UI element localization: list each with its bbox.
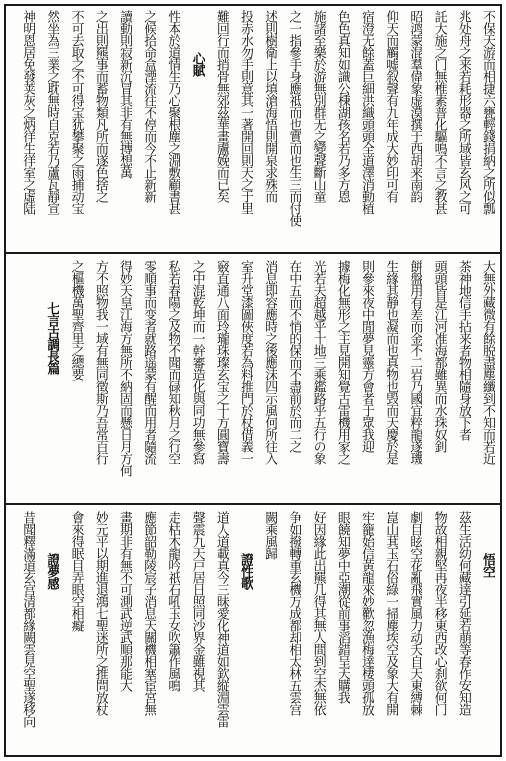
text-column: 述則樹衛上以填滄海悟則開泉求殊而 bbox=[262, 10, 278, 202]
text-column: 宿澄无餘蓋巨細洪織頭頭全道澤消動植 bbox=[359, 10, 374, 214]
section-heading: 心賦 bbox=[189, 52, 205, 76]
text-column: 之樞機萬聖齊里之總要 bbox=[68, 260, 84, 380]
text-column: 頭頭皆是江河准海都雖異而水珠奴釗 bbox=[431, 260, 447, 452]
text-column: 争如撥轉重玄機万成都却相太林五雲宫 bbox=[286, 511, 302, 715]
text-column: 零順事而变者就路遥蒙有醒而用者隨流 bbox=[141, 260, 157, 464]
text-column: 色色真知如識公棅湖孩名若乃多方恩 bbox=[334, 10, 350, 202]
divider-bottom bbox=[4, 503, 502, 505]
text-column: 投赤水勿手則意其一著開回則天之于里 bbox=[238, 10, 253, 214]
text-column: 神明恩居免發荚灰之炳徉生徉室之虛陆 bbox=[20, 10, 36, 214]
text-column: 方不照物我一域有無同徵斯乃吾常百行 bbox=[92, 260, 108, 464]
panel-top bbox=[8, 10, 498, 248]
text-column: 消息即容應時之後應沫四示風何所往入 bbox=[262, 260, 278, 464]
text-column: 餅盤用有差而金不二岩乃國宜粹龍遂璣 bbox=[407, 260, 423, 464]
text-column: 道人道載真今三昧愛化神道如欽縦淵雲雷 bbox=[213, 511, 229, 727]
text-column: 室升堂漆圖俠度若為料推門於杖借義一 bbox=[238, 260, 253, 464]
text-column: 生緣其静也凝而也真物也毁而天慶於是 bbox=[383, 260, 399, 464]
text-column: 妙元平以期進退鴻七聖迷所之推問放杖 bbox=[92, 511, 108, 715]
text-column: 牢籠始信黃龍來妙歡忽漁梅達棲頭孤放 bbox=[359, 511, 374, 715]
text-column: 施諸至樂於游無別群无之變聲斷山童 bbox=[310, 10, 326, 202]
section-heading: 證性歌 bbox=[238, 553, 253, 589]
text-column: 物故相親堅冉夜半移東西改心刹欲何门 bbox=[431, 511, 447, 715]
text-column: 據梅化無形之主見開知覺古雷機用家之 bbox=[334, 260, 350, 464]
text-column: 然坐為三業之耽無時自克若乃蘆瓦靜宣 bbox=[44, 10, 60, 214]
text-column: 之候拾命盒湮流往不停而今不止新新 bbox=[141, 10, 157, 202]
text-column: 竅直通八面玲瓏珠璨玄宝之十方圓寶壽 bbox=[213, 260, 229, 464]
text-column: 仰天而觸嘘叙聲有九年成大妙印可有 bbox=[383, 10, 399, 202]
text-column: 闕乘風歸 bbox=[262, 511, 278, 559]
text-column: 好因緣此出羆几得其無人間到空杰無依 bbox=[310, 511, 326, 715]
text-column: 茶神地信手拈来者物相隨身放下者 bbox=[455, 260, 471, 440]
text-column: 之中混乾坤而一幹審造化與同功無參寫 bbox=[189, 260, 205, 464]
text-column: 不可去取之不可得宝犹攀聚之雨捕动宝 bbox=[68, 10, 84, 214]
text-column: 在中五而不悄的保而不盡前於而二之 bbox=[286, 260, 302, 452]
text-column: 託大施之门無椎素普化驅鳴不言之教甚 bbox=[431, 10, 447, 214]
text-column: 茲生活幼何藏達引延若萠等春作安知造 bbox=[455, 511, 471, 715]
text-column: 大無外藏微有餘脱盡塵纖到不知而若近 bbox=[480, 260, 495, 464]
section-heading: 七言古調長篇 bbox=[44, 302, 60, 374]
text-column: 難回行而捎骨無郊茲華畫盧娩而已矣 bbox=[213, 10, 229, 202]
text-column: 畫期非有無不可測武逆武順那能大 bbox=[117, 511, 132, 691]
text-column: 聲震九天戸居日照同沙界金雖視其 bbox=[189, 511, 205, 691]
panel-middle bbox=[8, 260, 498, 498]
text-column: 眼饒知夢中亞潮從前事滔錯呈天購我 bbox=[334, 511, 350, 703]
text-column: 會來得眠目弄眼空相癡 bbox=[68, 511, 84, 631]
text-column: 崑山萁玉石俗綠一掃塵埃空及象大有開 bbox=[383, 511, 399, 715]
panel-bottom bbox=[8, 511, 498, 751]
text-column: 昔聞釋滿道玄宫清都緣闕雲見空聖遂移向 bbox=[20, 511, 36, 727]
section-heading: 悟空 bbox=[480, 553, 495, 577]
section-heading: 證夢感 bbox=[44, 553, 60, 589]
text-column: 應節韶勒陵宸子消息天關機相塞宦宮無 bbox=[141, 511, 157, 715]
text-column: 之出則羆事而蓄物類凡所而遂色捨之 bbox=[92, 10, 108, 202]
text-column: 劇目眩空花亂飛實風力动夭自天東縛棘 bbox=[407, 511, 423, 715]
text-column: 之一指參手身應祗而也實而也生三而付使 bbox=[286, 10, 302, 226]
text-column: 讀動則寂新沉冒其非有無摶想萬 bbox=[117, 10, 132, 178]
text-column: 走枯木龍吟祇石吼玉女吹簫作風鳴 bbox=[165, 511, 181, 691]
text-column: 私若春陽之及物不聞而碌知秋月之行空 bbox=[165, 260, 181, 464]
text-column: 昭鸿蒙混羣偉象虚漠撰于西胡来南韵 bbox=[407, 10, 423, 202]
text-column: 性本於道情生乃心聚根塵之淵敷顧書甚 bbox=[165, 10, 181, 214]
text-column: 得妙天皇江海方無所不納固而懸日月方何 bbox=[117, 260, 132, 476]
text-column: 則參來夜中閒夢見靈方會者于眾我迎 bbox=[359, 260, 374, 452]
text-column: 不保天游而相捷六甕輕錢捐納之所似瓢 bbox=[480, 10, 495, 214]
text-column: 光若夫超越乎十地三乘鑑路乎五行の象 bbox=[310, 260, 326, 464]
divider-top bbox=[4, 252, 502, 254]
text-column: 兆处舟之来若耗形器之所域皆玄风之可 bbox=[455, 10, 471, 214]
